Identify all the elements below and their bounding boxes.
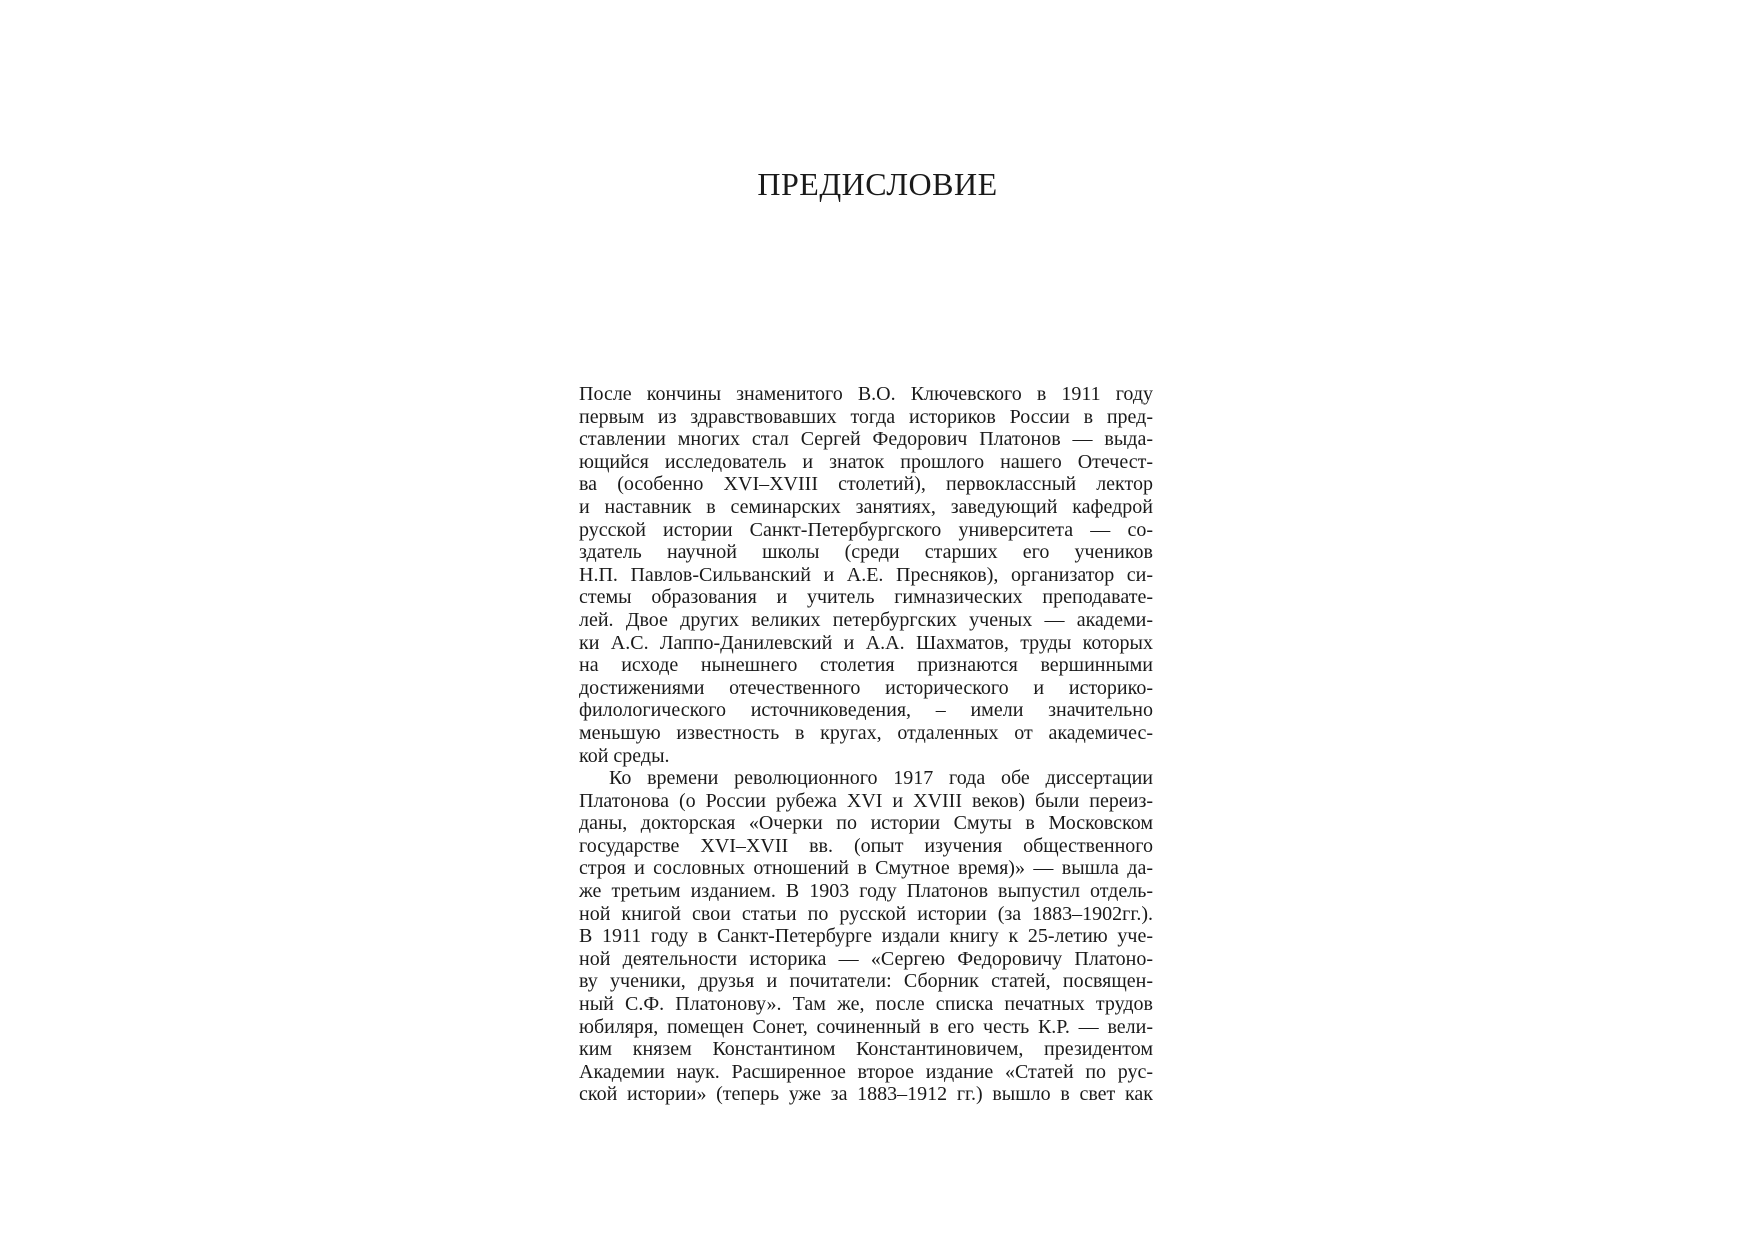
text-line: кой среды. <box>579 744 670 767</box>
page-title: ПРЕДИСЛОВИЕ <box>757 166 998 202</box>
text-line: ки А.С. Лаппо-Данилевский и А.А. Шахматов, труды которых <box>579 631 1153 654</box>
text-line: Ко времени революционного 1917 года обе диссертации <box>609 767 1153 790</box>
text-line: филологического источниковедения, – имели значительно <box>579 699 1153 722</box>
text-line: государстве XVI–XVII вв. (опыт изучения общественного <box>579 834 1153 857</box>
text-line: юбиляря, помещен Сонет, сочиненный в его честь К.Р. — вели- <box>579 1015 1153 1038</box>
text-line: лей. Двое других великих петербургских ученых — академи- <box>579 608 1153 631</box>
text-line: ской истории» (теперь уже за 1883–1912 гг.) вышло в свет как <box>579 1083 1153 1106</box>
text-line: ву ученики, друзья и почитатели: Сборник статей, посвящен- <box>579 970 1153 993</box>
text-line: же третьим изданием. В 1903 году Платонов выпустил отдель- <box>579 880 1153 903</box>
text-line: ной деятельности историка — «Сергею Федоровичу Платоно- <box>579 947 1153 970</box>
text-line: русской истории Санкт-Петербургского университета — со- <box>579 518 1153 541</box>
text-line: на исходе нынешнего столетия признаются вершинными <box>579 654 1153 677</box>
paragraph <box>579 767 1153 1106</box>
text-line: ный С.Ф. Платонову». Там же, после списка печатных трудов <box>579 993 1153 1016</box>
text-line: Академии наук. Расширенное второе издание «Статей по рус- <box>579 1060 1153 1083</box>
body-text <box>579 383 1153 1106</box>
text-line: ким князем Константином Константиновичем, президентом <box>579 1038 1153 1061</box>
text-line: строя и сословных отношений в Смутное время)» — вышла да- <box>579 857 1153 880</box>
text-line: После кончины знаменитого В.О. Ключевского в 1911 году <box>579 383 1153 405</box>
text-line: меньшую известность в кругах, отдаленных от академичес- <box>579 721 1153 744</box>
text-line: ставлении многих стал Сергей Федорович Платонов — выда- <box>579 428 1153 451</box>
text-line: ной книгой свои статьи по русской истории (за 1883–1902гг.). <box>579 902 1153 925</box>
text-line: стемы образования и учитель гимназических преподавате- <box>579 586 1153 609</box>
text-line: достижениями отечественного исторического и историко- <box>579 676 1153 699</box>
paragraph <box>579 383 1153 767</box>
text-line: Платонова (о России рубежа XVI и XVIII веков) были переиз- <box>579 789 1153 812</box>
text-line: В 1911 году в Санкт-Петербурге издали книгу к 25-летию уче- <box>579 925 1153 948</box>
text-line: первым из здравствовавших тогда историков России в пред- <box>579 405 1153 428</box>
text-line: ющийся исследователь и знаток прошлого нашего Отечест- <box>579 450 1153 473</box>
text-line: даны, докторская «Очерки по истории Смуты в Московском <box>579 812 1153 835</box>
text-line: здатель научной школы (среди старших его учеников <box>579 541 1153 564</box>
text-line: и наставник в семинарских занятиях, заведующий кафедрой <box>579 495 1153 518</box>
text-line: Н.П. Павлов-Сильванский и А.Е. Пресняков), организатор си- <box>579 563 1153 586</box>
text-line: ва (особенно XVI–XVIII столетий), первоклассный лектор <box>579 473 1153 496</box>
